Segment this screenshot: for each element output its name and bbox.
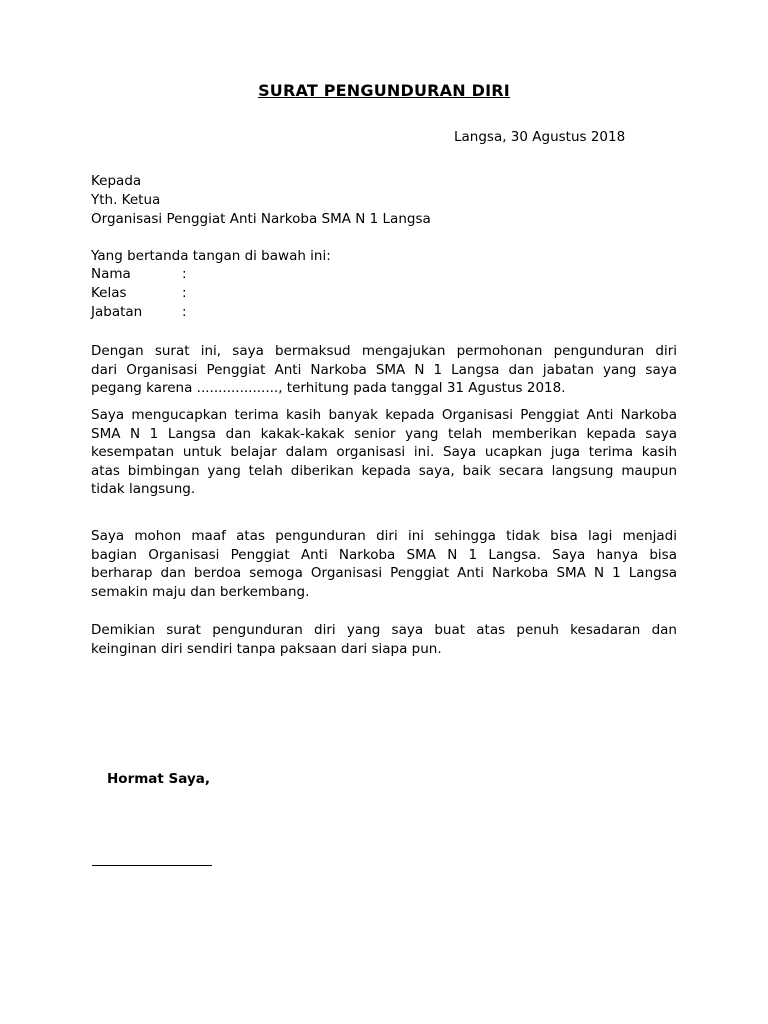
field-row-nama [91,265,202,284]
field-colon: : [182,266,187,282]
letter-date: Langsa, 30 Agustus 2018 [454,129,626,145]
paragraph-line: bagian Organisasi Penggiat Anti Narkoba SMA N 1 Langsa. Saya hanya bisa [91,546,677,563]
paragraph-line: kesempatan untuk belajar dalam organisasi ini. Saya ucapkan juga terima kasih [91,444,677,460]
closing-salutation: Hormat Saya, [107,771,211,787]
paragraph-line: semakin maju dan berkembang. [91,583,310,600]
paragraph-line: keinginan diri sendiri tanpa paksaan dari siapa pun. [91,640,442,657]
paragraph-line: pegang karena ..................., terhitung pada tanggal 31 Agustus 2018. [91,380,566,396]
paragraph-line: Saya mohon maaf atas pengunduran diri ini sehingga tidak bisa lagi menjadi [91,528,677,544]
signature-line [92,865,212,866]
paragraph-line: berharap dan berdoa semoga Organisasi Penggiat Anti Narkoba SMA N 1 Langsa [91,565,677,581]
paragraph-apology [91,527,677,601]
intro-text: Yang bertanda tangan di bawah ini: [91,248,331,264]
field-colon: : [182,304,187,320]
paragraph-line: atas bimbingan yang telah diberikan kepada saya, baik secara langsung maupun [91,462,677,479]
letter-title: SURAT PENGUNDURAN DIRI [258,81,510,100]
paragraph-line: dari Organisasi Penggiat Anti Narkoba SMA N 1 Langsa dan jabatan yang saya [91,361,677,378]
recipient-block [91,172,431,229]
paragraph-closing-statement [91,621,677,658]
paragraph-thanks [91,406,677,499]
field-label: Jabatan [91,304,143,320]
paragraph-line: Dengan surat ini, saya bermaksud mengajukan permohonan pengunduran diri [91,343,677,359]
recipient-line: Kepada [91,173,142,189]
field-label: Kelas [91,285,127,301]
paragraph-resignation-request [91,342,677,398]
paragraph-line: tidak langsung. [91,481,196,497]
field-row-kelas [91,284,202,303]
field-row-jabatan [91,303,202,322]
field-colon: : [182,285,187,301]
identity-fields [91,265,202,322]
recipient-line: Organisasi Penggiat Anti Narkoba SMA N 1 Langsa [91,211,431,227]
paragraph-line: Saya mengucapkan terima kasih banyak kepada Organisasi Penggiat Anti Narkoba [91,407,677,423]
paragraph-line: Demikian surat pengunduran diri yang saya buat atas penuh kesadaran dan [91,622,677,638]
recipient-line: Yth. Ketua [91,192,161,208]
field-label: Nama [91,266,131,282]
paragraph-line: SMA N 1 Langsa dan kakak-kakak senior yang telah memberikan kepada saya [91,425,677,442]
